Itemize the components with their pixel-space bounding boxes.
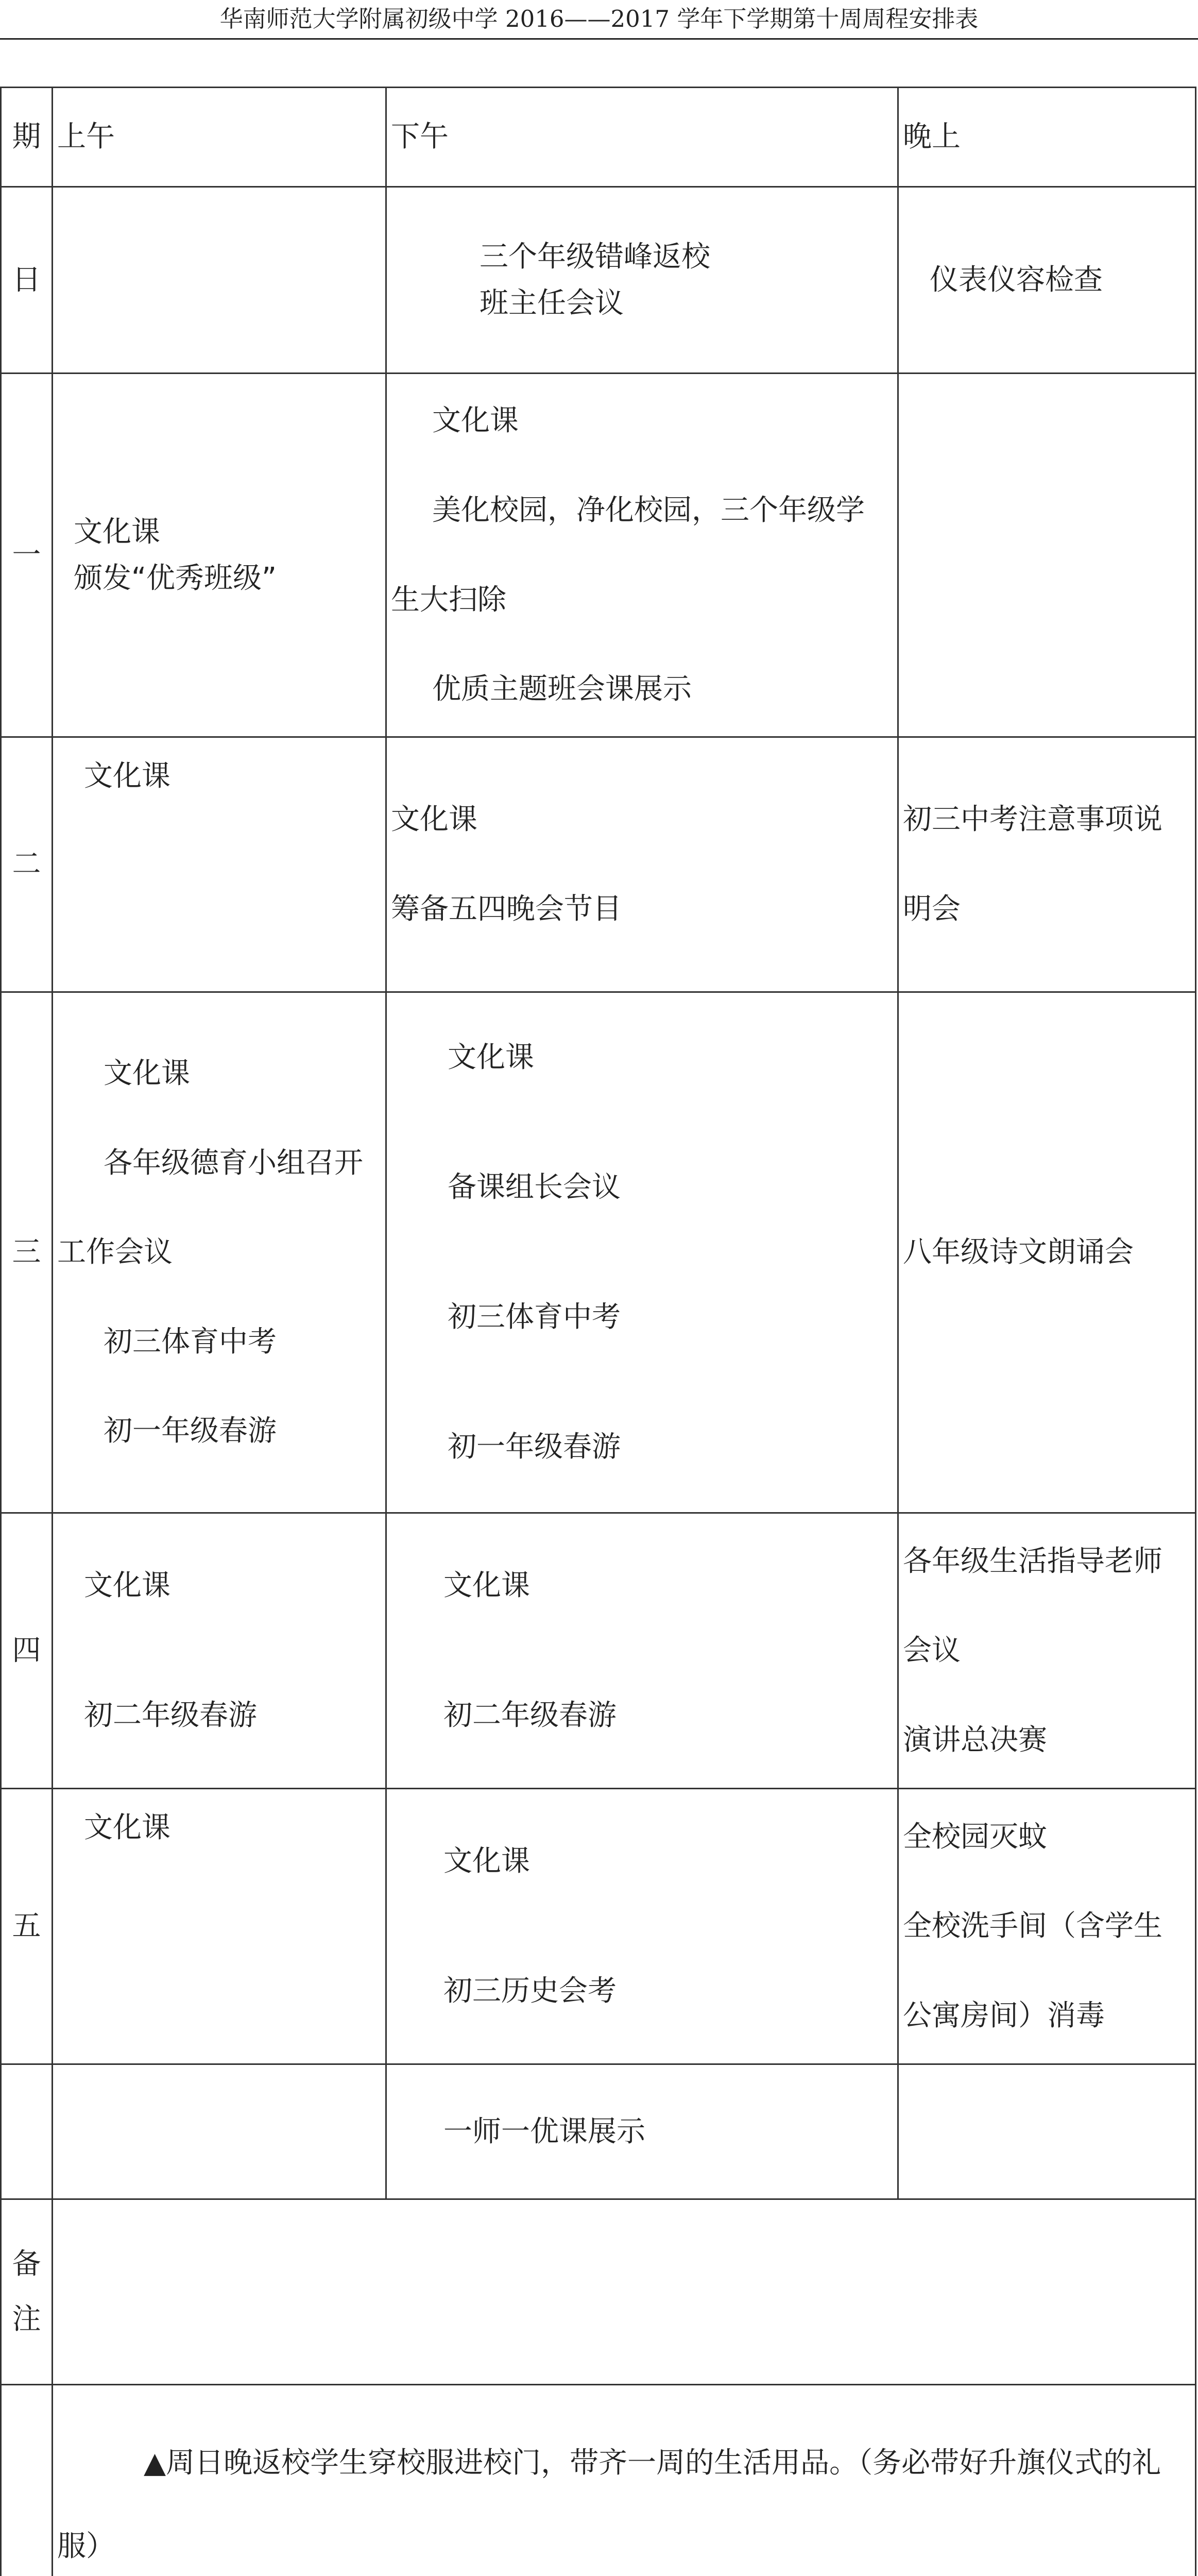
column-header-afternoon: 下午 [386,88,898,187]
evening-cell [898,374,1196,737]
morning-cell [53,992,386,1513]
activity-item: 全校园灭蚊 [903,1820,1047,1854]
activity-item: 文化课 [443,1844,530,1878]
morning-cell [53,374,386,737]
evening-cell [898,992,1196,1513]
activity-item: 文化课 [104,1057,190,1091]
morning-cell [53,187,386,374]
day-cell [1,2064,53,2199]
activity-item: 八年级诗文朗诵会 [903,1235,1134,1269]
document-title: 华南师范大学附属初级中学 2016——2017 学年下学期第十周周程安排表 [0,0,1198,40]
day-cell: 一 [1,374,53,737]
schedule-row [1,737,1196,992]
routine-label [1,2385,53,2576]
day-cell: 二 [1,737,53,992]
activity-item: 文化课 [432,404,519,438]
activity-item: 筹备五四晚会节目 [391,892,622,926]
activity-item: 班主任会议 [480,286,624,320]
activity-item: 文化课 [84,1569,170,1602]
activity-item: 演讲总决赛 [903,1723,1047,1757]
activity-item: 文化课 [74,515,160,549]
activity-item: 初二年级春游 [84,1699,257,1732]
schedule-header-row [1,88,1196,187]
afternoon-cell [386,737,898,992]
morning-cell [53,1513,386,1789]
activity-item: 文化课 [443,1569,530,1602]
afternoon-cell [386,187,898,374]
remarks-text [53,2199,1196,2385]
morning-cell [53,737,386,992]
schedule-table [0,87,1196,2576]
schedule-row [1,2064,1196,2199]
schedule-row [1,374,1196,737]
schedule-row [1,187,1196,374]
schedule-row [1,1789,1196,2064]
schedule-row [1,1513,1196,1789]
remarks-row [1,2199,1196,2385]
activity-item: 初三历史会考 [443,1974,617,2008]
column-header-day: 期 [1,88,53,187]
evening-cell [898,737,1196,992]
day-cell: 日 [1,187,53,374]
activity-item: 初一年级春游 [448,1430,621,1464]
afternoon-cell [386,374,898,737]
morning-cell [53,1789,386,2064]
activity-item: 备课组长会议 [448,1171,621,1204]
activity-item: 初一年级春游 [104,1414,277,1448]
activity-item: 初三体育中考 [104,1325,277,1359]
routine-text [53,2385,1196,2576]
column-header-evening: 晚上 [898,88,1196,187]
activity-item: 颁发“优秀班级” [74,561,277,595]
morning-cell [53,2064,386,2199]
day-cell: 三 [1,992,53,1513]
routine-row [1,2385,1196,2576]
activity-item: 文化课 [84,1811,170,1844]
activity-item: 文化课 [84,759,170,793]
evening-cell [898,1789,1196,2064]
evening-cell [898,1513,1196,1789]
activity-item: 全校洗手间（含学生公寓房间）消毒 [903,1909,1162,2032]
activity-item: 美化校园，净化校园，三个年级学生大扫除 [391,493,865,617]
afternoon-cell [386,1789,898,2064]
activity-item: 文化课 [448,1041,534,1074]
schedule-row [1,992,1196,1513]
evening-cell [898,187,1196,374]
activity-item: 三个年级错峰返校 [480,240,710,274]
activity-item: 文化课 [391,803,477,837]
activity-item: 一师一优课展示 [443,2114,645,2148]
evening-cell [898,2064,1196,2199]
day-cell: 五 [1,1789,53,2064]
activity-item: 初三体育中考 [448,1300,621,1334]
activity-item: 优质主题班会课展示 [432,672,692,706]
afternoon-cell [386,992,898,1513]
activity-item: 各年级德育小组召开工作会议 [57,1146,363,1269]
activity-item: 初三中考注意事项说明会 [903,803,1162,926]
activity-item: 各年级生活指导老师会议 [903,1544,1162,1668]
remarks-label: 备 注 [1,2199,53,2385]
day-cell: 四 [1,1513,53,1789]
afternoon-cell [386,2064,898,2199]
activity-item: 初二年级春游 [443,1699,617,1732]
afternoon-cell [386,1513,898,1789]
activity-item: 仪表仪容检查 [930,263,1103,297]
routine-item: ▲周日晚返校学生穿校服进校门，带齐一周的生活用品。（务必带好升旗仪式的礼服） [57,2446,1161,2564]
column-header-morning: 上午 [53,88,386,187]
